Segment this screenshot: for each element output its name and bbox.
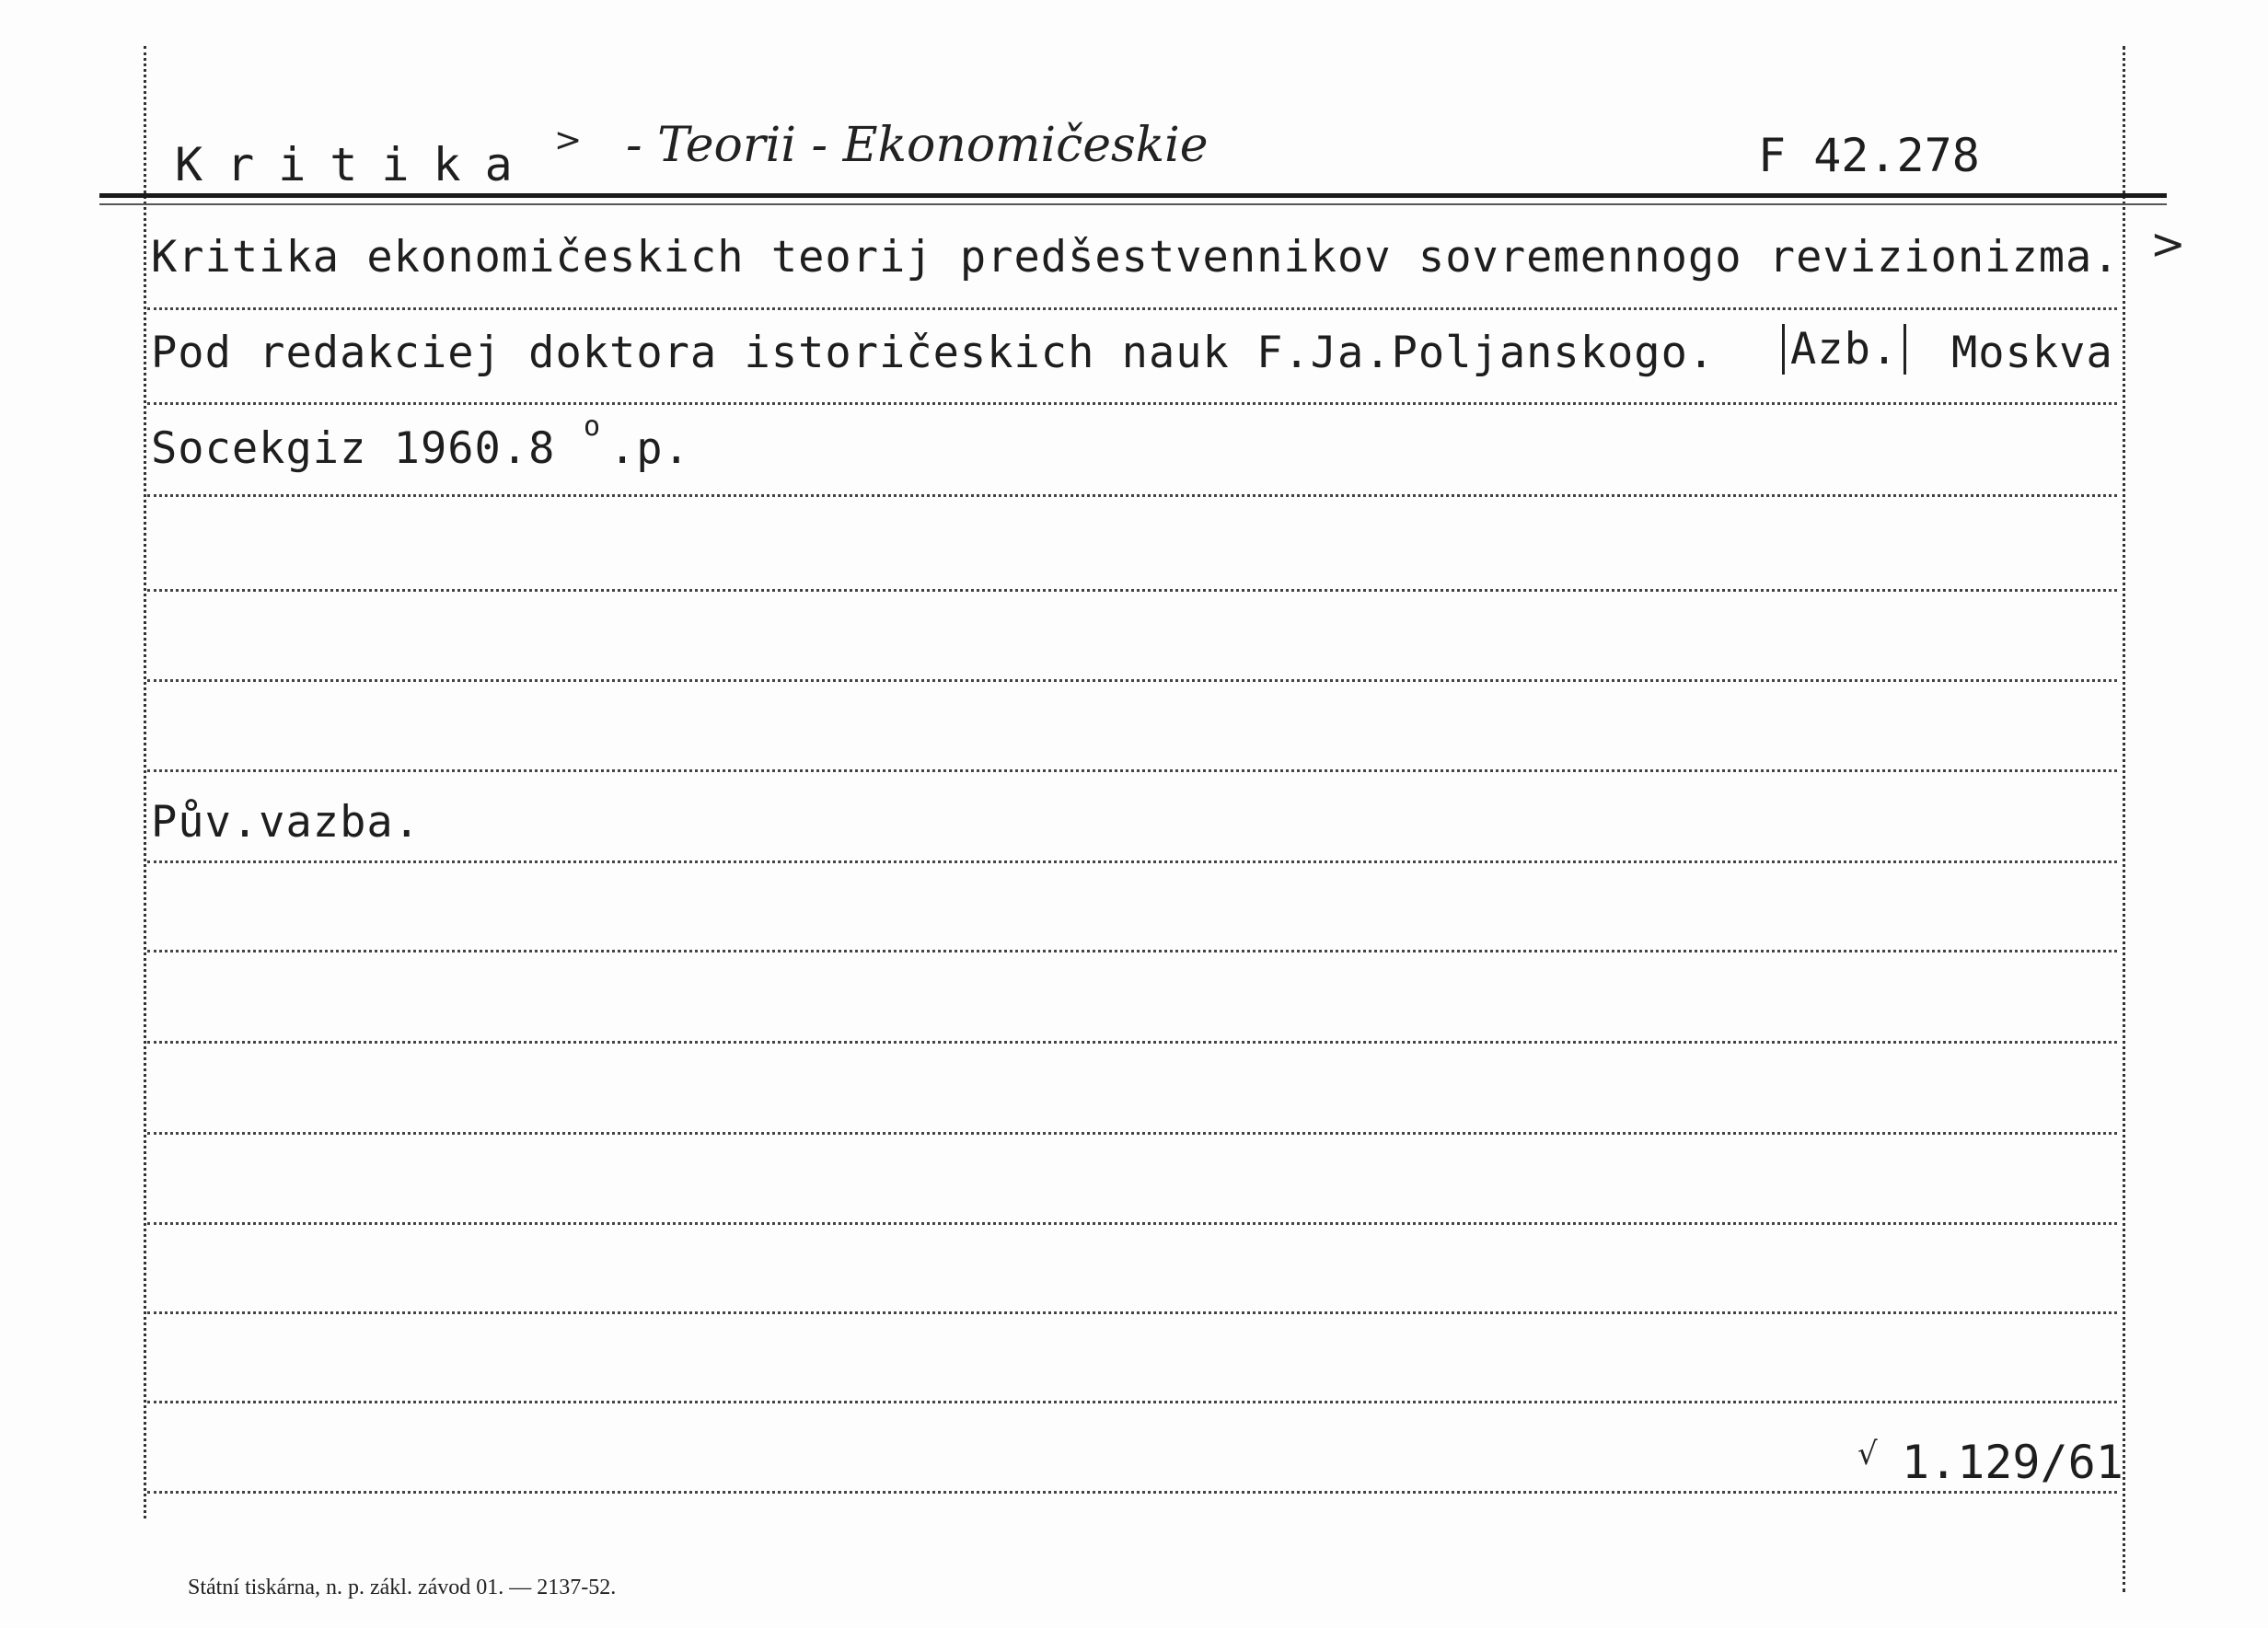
- ruled-line: [147, 1491, 2117, 1494]
- right-margin-line: [2123, 46, 2125, 1592]
- entry-line-responsibility: Pod redakciej doktora istoričeskich nauk F.Ja.Poljanskogo.: [151, 328, 1716, 378]
- script-note-bracket: Azb.: [1782, 324, 1906, 375]
- left-margin-line: [144, 46, 146, 1518]
- ruled-line: [147, 1132, 2117, 1135]
- check-mark: √: [1857, 1436, 1878, 1472]
- call-number: F 42.278: [1758, 129, 1980, 182]
- ruled-line: [147, 1222, 2117, 1225]
- binding-note: Pův.vazba.: [151, 797, 421, 848]
- entry-line-imprint: Socekgiz 1960.8: [151, 423, 556, 474]
- ruled-line: [147, 1401, 2117, 1403]
- header-rule-thin: [99, 203, 2167, 205]
- entry-line-title: Kritika ekonomičeskich teorij predšestvennikov sovremennogo revizionizma.: [151, 232, 2120, 283]
- accession-number: 1.129/61: [1902, 1436, 2123, 1489]
- header-subject-typed: Kritika: [175, 138, 537, 191]
- printer-imprint: Státní tiskárna, n. p. zákl. závod 01. — 2137-52.: [188, 1576, 617, 1599]
- header-rule: [99, 193, 2167, 198]
- ruled-line: [147, 402, 2117, 405]
- header-subject-handwritten: - Teorii - Ekonomičeskie: [626, 118, 1209, 173]
- angle-bracket-mark: >: [554, 121, 583, 159]
- entry-format-superscript: o: [584, 410, 601, 443]
- ruled-line: [147, 950, 2117, 953]
- ruled-line: [147, 860, 2117, 863]
- ruled-line: [147, 1041, 2117, 1044]
- ruled-line: [147, 307, 2117, 310]
- entry-place: Moskva: [1951, 328, 2113, 378]
- angle-bracket-mark: >: [2150, 219, 2186, 269]
- ruled-line: [147, 769, 2117, 772]
- entry-line-imprint-tail: .p.: [609, 423, 690, 474]
- ruled-line: [147, 1311, 2117, 1314]
- ruled-line: [147, 679, 2117, 682]
- ruled-line: [147, 589, 2117, 592]
- ruled-line: [147, 494, 2117, 497]
